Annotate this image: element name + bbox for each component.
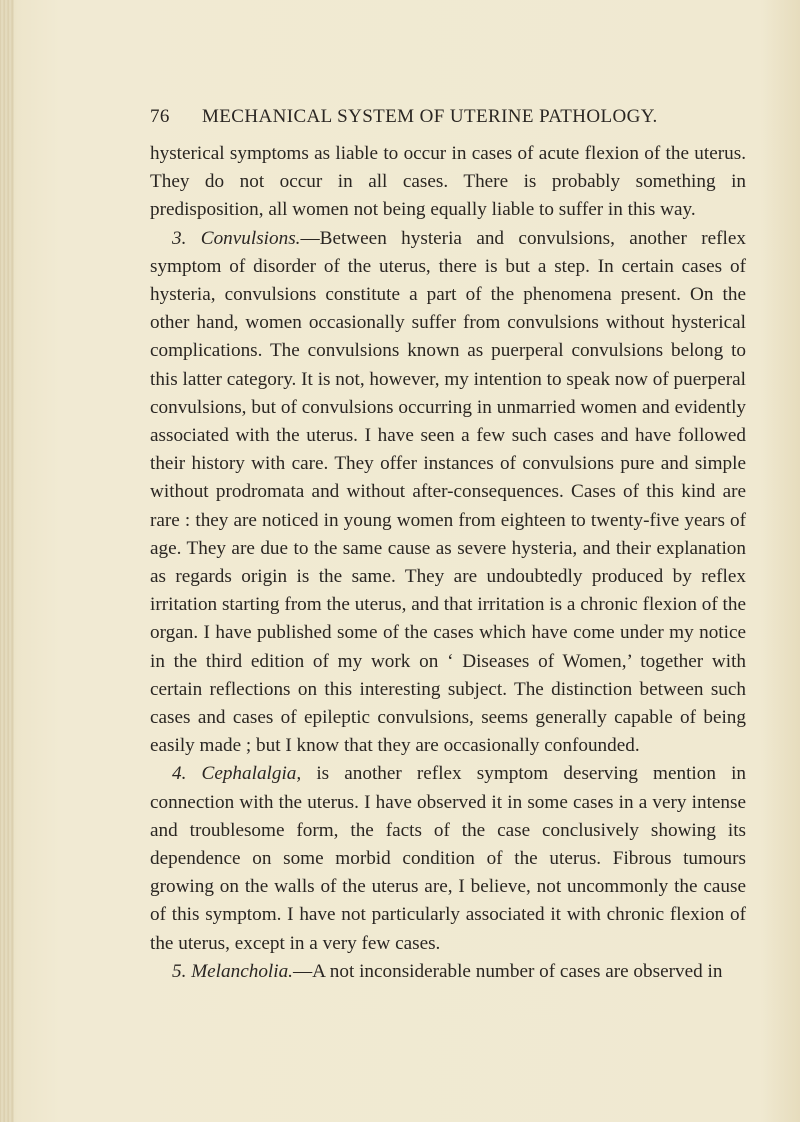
paragraph-text: hysterical symptoms as liable to occur in cases of acute flexion of the uterus. They do not occur in all cases. There is probably something in predisposition, all women not being equally liable to suffer in this way. bbox=[150, 143, 746, 221]
paragraph-lead: 5. Melancholia. bbox=[172, 960, 293, 982]
page-header bbox=[150, 106, 750, 130]
paragraph-text: —Between hysteria and convulsions, another reflex symptom of disorder of the uterus, there is but a step. In certain cases of hysteria, convulsions constitute a part of the phenomena present. On the other hand, women occasionally suffer from convulsions without hysterical complications. The convulsions known as puerperal convulsions belong to this latter category. It is not, however, my intention to speak now of puerperal convulsions, but of convulsions occurring in unmarried women and evidently associated with the uterus. I have seen a few such cases and have followed their history with care. They offer instances of convulsions pure and simple without prodromata and without after-consequences. Cases of this kind are rare : they are noticed in young women from eighteen to twenty-five years of age. They are due to the same cause as severe hysteria, and their explanation as regards origin is the same. They are undoubtedly produced by reflex irritation starting from the uterus, and that irritation is a chronic flexion of the organ. I have published some of the cases which have come under my notice in the third edition of my work on ‘ Diseases of Women,’ together with certain reflections on this interesting subject. The distinction between such cases and cases of epileptic convulsions, seems generally capable of being easily made ; but I know that they are occasionally confounded. bbox=[150, 227, 746, 757]
paragraph-convulsions bbox=[150, 225, 746, 761]
paragraph-text: is another reflex symptom deserving mention in connection with the uterus. I have observed it in some cases in a very intense and troublesome form, the facts of the case conclusively showing its dependence on some morbid condition of the uterus. Fibrous tumours growing on the walls of the uterus are, I believe, not uncommonly the cause of this symptom. I have not particularly associated it with chronic flexion of the uterus, except in a very few cases. bbox=[150, 763, 746, 954]
page-number: 76 bbox=[150, 106, 170, 127]
paragraph-text: —A not inconsiderable number of cases are observed in bbox=[292, 960, 723, 982]
paragraph-lead: 3. Convulsions. bbox=[172, 227, 301, 249]
paragraph-melancholia bbox=[150, 958, 746, 986]
running-title: MECHANICAL SYSTEM OF UTERINE PATHOLOGY. bbox=[202, 106, 658, 127]
paragraph-cephalalgia bbox=[150, 760, 746, 957]
paragraph-continuation bbox=[150, 140, 746, 225]
paragraph-lead: 4. Cephalalgia, bbox=[172, 763, 302, 785]
book-spine-edge bbox=[0, 0, 14, 1122]
body-text bbox=[150, 140, 746, 986]
